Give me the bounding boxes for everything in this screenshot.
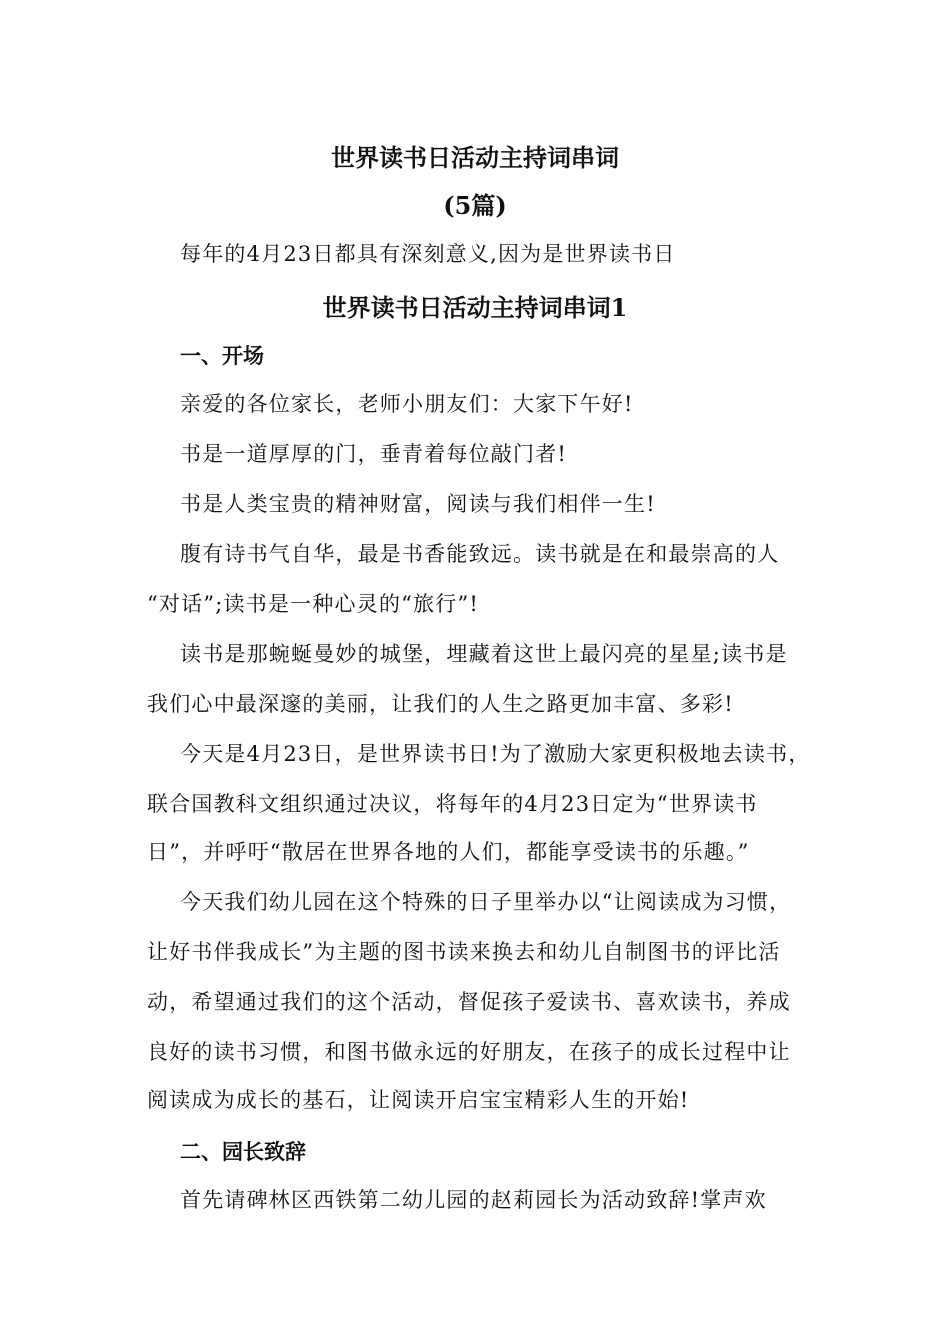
paragraph-line: 联合国教科文组织通过决议，将每年的4月23日定为“世界读书 — [147, 792, 758, 816]
paragraph-line: 今天我们幼儿园在这个特殊的日子里举办以“让阅读成为习惯， — [180, 890, 792, 914]
paragraph-line: 首先请碑林区西铁第二幼儿园的赵莉园长为活动致辞!掌声欢 — [180, 1188, 767, 1212]
paragraph-line: 读书是那蜿蜒曼妙的城堡，埋藏着这世上最闪亮的星星;读书是 — [180, 642, 788, 666]
paragraph-line: 我们心中最深邃的美丽，让我们的人生之路更加丰富、多彩! — [147, 692, 734, 716]
paragraph-line: 阅读成为成长的基石，让阅读开启宝宝精彩人生的开始! — [147, 1088, 690, 1112]
paragraph-line: 今天是4月23日，是世界读书日!为了激励大家更积极地去读书， — [180, 742, 811, 766]
paragraph-line: “对话”;读书是一种心灵的“旅行”! — [147, 592, 480, 616]
document-title: 世界读书日活动主持词串词 — [331, 143, 619, 172]
paragraph-line: 腹有诗书气自华，最是书香能致远。读书就是在和最崇高的人 — [180, 542, 780, 566]
heading-opening: 一、开场 — [180, 343, 264, 368]
paragraph-line: 书是人类宝贵的精神财富，阅读与我们相伴一生! — [180, 492, 656, 516]
section-title: 世界读书日活动主持词串词1 — [322, 293, 628, 322]
intro-line: 每年的4月23日都具有深刻意义,因为是世界读书日 — [180, 242, 676, 266]
heading-speech: 二、园长致辞 — [180, 1139, 306, 1164]
paragraph-line: 日”，并呼吁“散居在世界各地的人们，都能享受读书的乐趣。” — [147, 840, 750, 864]
paragraph-line: 良好的读书习惯，和图书做永远的好朋友，在孩子的成长过程中让 — [147, 1040, 791, 1064]
paragraph-line: 让好书伴我成长”为主题的图书读来换去和幼儿自制图书的评比活 — [147, 940, 781, 964]
paragraph-line: 亲爱的各位家长，老师小朋友们：大家下午好! — [180, 392, 634, 416]
paragraph-line: 动，希望通过我们的这个活动，督促孩子爱读书、喜欢读书，养成 — [147, 990, 791, 1014]
document-subtitle: (5篇) — [443, 191, 507, 220]
paragraph-line: 书是一道厚厚的门，垂青着每位敲门者! — [180, 442, 568, 466]
